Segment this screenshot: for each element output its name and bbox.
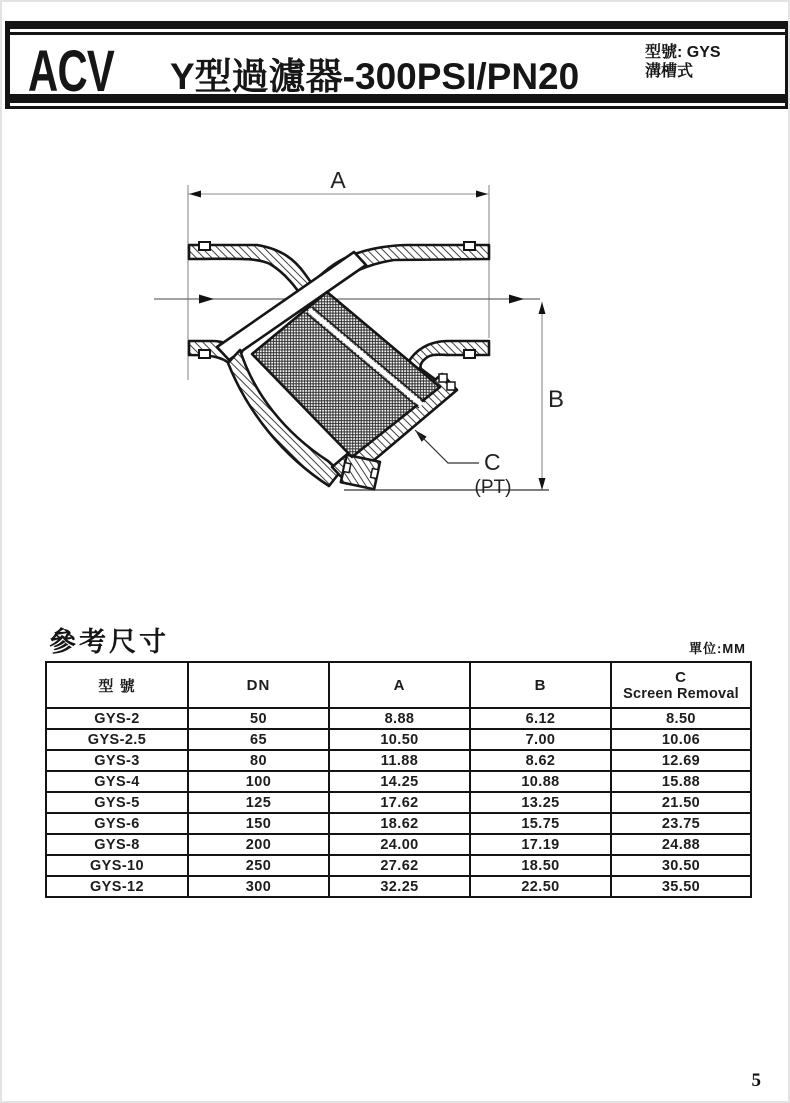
- cell-model: GYS-10: [46, 855, 188, 876]
- cell-dn: 100: [188, 771, 329, 792]
- page-number: 5: [751, 1070, 761, 1091]
- dim-label-c: C: [484, 449, 501, 475]
- cell-model: GYS-2: [46, 708, 188, 729]
- table-row: [46, 750, 751, 771]
- cell-model: GYS-3: [46, 750, 188, 771]
- dim-label-a: A: [330, 167, 346, 193]
- brand-logo-acv: ACV: [28, 39, 115, 104]
- cell-a: 24.00: [329, 834, 470, 855]
- cell-c: 10.06: [611, 729, 751, 750]
- cell-c: 24.88: [611, 834, 751, 855]
- cell-a: 14.25: [329, 771, 470, 792]
- thread-label-pt: (PT): [474, 477, 512, 498]
- drain-nipple: [341, 455, 380, 489]
- cell-dn: 125: [188, 792, 329, 813]
- dim-b-arrow-bottom: [539, 478, 546, 490]
- cell-dn: 250: [188, 855, 329, 876]
- col-header-b: B: [470, 662, 611, 708]
- cell-model: GYS-6: [46, 813, 188, 834]
- cap-groove-2: [447, 382, 455, 390]
- col-header-c-line2: Screen Removal: [623, 685, 739, 702]
- cell-b: 7.00: [470, 729, 611, 750]
- unit-note: 單位:MM: [689, 641, 746, 656]
- cell-model: GYS-8: [46, 834, 188, 855]
- model-connection-type: 溝槽式: [645, 63, 694, 80]
- model-number: 型號: GYS: [645, 44, 721, 61]
- cell-model: GYS-2.5: [46, 729, 188, 750]
- cell-a: 17.62: [329, 792, 470, 813]
- page-title: Y型過濾器-300PSI/PN20: [170, 56, 580, 97]
- cell-c: 21.50: [611, 792, 751, 813]
- cell-b: 15.75: [470, 813, 611, 834]
- table-row: [46, 771, 751, 792]
- cap-groove-1: [439, 374, 447, 382]
- table-row: [46, 729, 751, 750]
- cell-c: 35.50: [611, 876, 751, 897]
- cell-b: 18.50: [470, 855, 611, 876]
- nipple-groove-left: [343, 463, 351, 473]
- cell-dn: 65: [188, 729, 329, 750]
- cell-model: GYS-5: [46, 792, 188, 813]
- cell-b: 6.12: [470, 708, 611, 729]
- cell-b: 22.50: [470, 876, 611, 897]
- dim-c-leader: [415, 430, 479, 463]
- cell-a: 10.50: [329, 729, 470, 750]
- table-row: [46, 834, 751, 855]
- cell-b: 17.19: [470, 834, 611, 855]
- dim-a-arrow-left: [189, 191, 201, 198]
- cell-c: 12.69: [611, 750, 751, 771]
- cell-a: 18.62: [329, 813, 470, 834]
- col-header-dn: DN: [188, 662, 329, 708]
- col-header-a: A: [329, 662, 470, 708]
- cell-c: 8.50: [611, 708, 751, 729]
- table-header-row: [46, 662, 751, 708]
- dimensions-table: [45, 661, 752, 898]
- cell-c: 30.50: [611, 855, 751, 876]
- cell-dn: 300: [188, 876, 329, 897]
- cell-a: 11.88: [329, 750, 470, 771]
- cell-a: 27.62: [329, 855, 470, 876]
- cell-b: 8.62: [470, 750, 611, 771]
- cell-model: GYS-12: [46, 876, 188, 897]
- flow-arrow-outlet: [509, 295, 524, 304]
- cell-dn: 50: [188, 708, 329, 729]
- flow-arrow-inlet: [199, 295, 214, 304]
- cell-a: 32.25: [329, 876, 470, 897]
- dim-b-arrow-top: [539, 302, 546, 314]
- col-header-c-line1: C: [675, 668, 687, 686]
- cell-c: 23.75: [611, 813, 751, 834]
- cell-model: GYS-4: [46, 771, 188, 792]
- nipple-groove-right: [371, 468, 379, 478]
- col-header-model: 型 號: [46, 662, 188, 708]
- table-row: [46, 876, 751, 897]
- strainer-cross-section-diagram: [2, 2, 790, 1103]
- table-row: [46, 792, 751, 813]
- table-row: [46, 708, 751, 729]
- cell-dn: 80: [188, 750, 329, 771]
- cell-dn: 200: [188, 834, 329, 855]
- cell-b: 10.88: [470, 771, 611, 792]
- cell-dn: 150: [188, 813, 329, 834]
- dim-label-b: B: [548, 386, 565, 413]
- cell-c: 15.88: [611, 771, 751, 792]
- table-row: [46, 855, 751, 876]
- table-row: [46, 813, 751, 834]
- cell-a: 8.88: [329, 708, 470, 729]
- dim-a-arrow-right: [476, 191, 488, 198]
- cell-b: 13.25: [470, 792, 611, 813]
- section-heading: 參考尺寸: [49, 627, 169, 657]
- strainer-body: [189, 245, 489, 489]
- col-header-c: [611, 662, 751, 708]
